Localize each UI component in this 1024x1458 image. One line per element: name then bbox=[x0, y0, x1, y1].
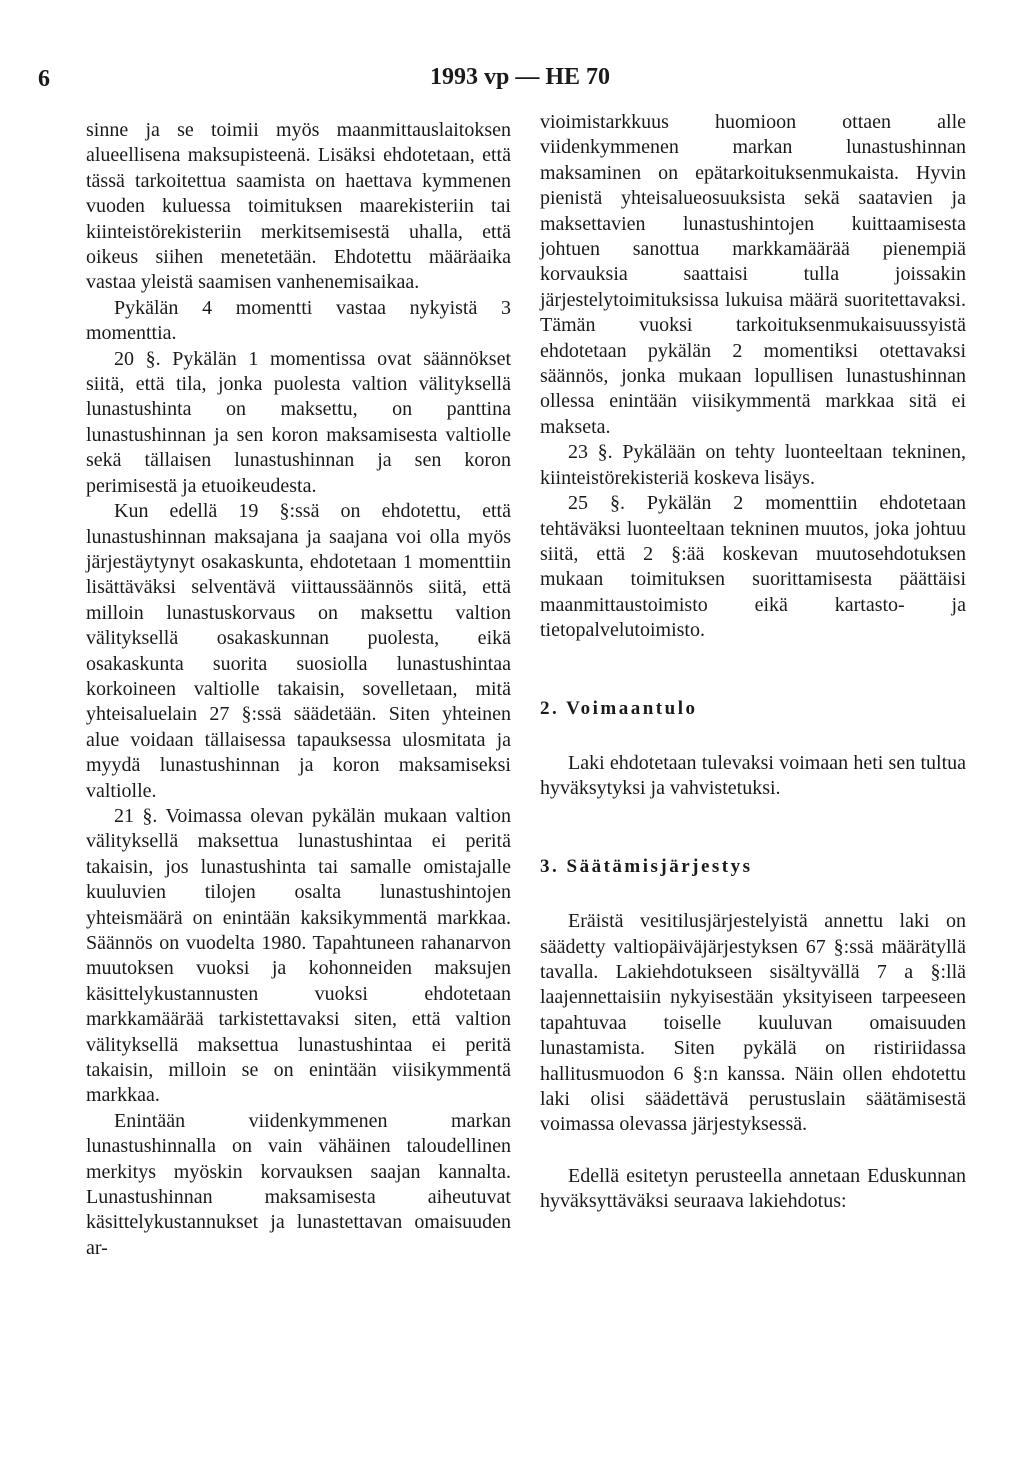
paragraph: Kun edellä 19 §:ssä on ehdotettu, että lunastushinnan maksajana ja saajana voi olla myös järjestäytynyt osakaskunta, ehdotetaan 1 momenttiin lisättäväksi selventävä viittaussäännös siitä, että milloin lunastuskorvaus on maksettu valtion välityksellä osakaskunnan puolesta, eikä osakaskunta suorita suosiolla lunastushintaa korkoineen valtiolle takaisin, sovelletaan, mitä yhteisaluelain 27 §:ssä säädetään. Siten yhteinen alue voidaan tällaisessa tapauksessa ulosmitata ja myydä lunastushinnan ja koron maksamiseksi valtiolle. bbox=[86, 500, 511, 802]
paragraph: sinne ja se toimii myös maanmittauslaitoksen alueellisena maksupisteenä. Lisäksi ehdotetaan, että tässä tarkoitettua saamista on haettava kymmenen vuoden kuluessa toimituksen maarekisteriin tai kiinteistörekisteriin merkitsemisestä uhalla, että oikeus siihen menetetään. Ehdotettu määräaika vastaa yleistä saamisen vanhenemisaikaa. bbox=[86, 119, 511, 294]
paragraph: Enintään viidenkymmenen markan lunastushinnalla on vain vähäinen taloudellinen merkitys myöskin korvauksen saajan kannalta. Lunastushinnan maksamisesta aiheutuvat käsittelykustannukset ja lunastettavan omaisuuden ar- bbox=[86, 1109, 511, 1259]
paragraph-gap bbox=[540, 1138, 966, 1164]
paragraph: Edellä esitetyn perusteella annetaan Eduskunnan hyväksyttäväksi seuraava lakiehdotus: bbox=[540, 1164, 966, 1213]
paragraph: vioimistarkkuus huomioon ottaen alle viidenkymmenen markan lunastushinnan maksaminen on epätarkoituksenmukaista. Hyvin pienistä yhteisalueosuuksista sekä saatavien ja maksettavien lunastushintojen kuittaamisesta johtuen sanottua markkamäärää pienempiä korvauksia saattaisi tulla joissakin järjestelytoimituksissa lukuisa määrä suoritettavaksi. Tämän vuoksi tarkoituksenmukaisuussyistä ehdotetaan pykälän 2 momentiksi otettavaksi säännös, jonka mukaan lopullisen lunastushinnan ollessa enintään viisikymmentä markkaa sitä ei makseta. bbox=[540, 111, 966, 438]
right-column bbox=[540, 110, 966, 1215]
page-number: 6 bbox=[38, 66, 50, 92]
paragraph: Pykälän 4 momentti vastaa nykyistä 3 momenttia. bbox=[86, 296, 511, 345]
section-heading-saatamisjarjestys: 3. Säätämisjärjestys bbox=[540, 855, 753, 877]
left-column bbox=[86, 118, 511, 1261]
paragraph: 21 §. Voimassa olevan pykälän mukaan valtion välityksellä maksettua lunastushintaa ei peritä takaisin, jos lunastushinta tai samalle omistajalle kuuluvien tilojen osalta lunastushintojen yhteismäärä on enintään kaksikymmentä markkaa. Säännös on vuodelta 1980. Tapahtuneen rahanarvon muutoksen vuoksi ja kohonneiden maksujen käsittelykustannusten vuoksi ehdotetaan markkamäärää tarkistettavaksi siten, että valtion välityksellä maksettua lunastushintaa ei peritä takaisin, milloin se on enintään viisikymmentä markkaa. bbox=[86, 804, 511, 1107]
paragraph: 20 §. Pykälän 1 momentissa ovat säännökset siitä, että tila, jonka puolesta valtion välityksellä lunastushinta on maksettu, on panttina lunastushinnan ja sen koron maksamisesta valtiolle sekä tällaisen lunastushinnan ja sen koron perimisestä ja etuoikeudesta. bbox=[86, 347, 511, 497]
paragraph: 25 §. Pykälän 2 momenttiin ehdotetaan tehtäväksi luonteeltaan tekninen muutos, joka johtuu siitä, että 2 §:ää koskevan muutosehdotuksen mukaan toimituksen suorittamisesta päättäisi maanmittaustoimisto eikä kartasto- ja tietopalvelutoimisto. bbox=[540, 492, 966, 642]
running-head: 1993 vp — HE 70 bbox=[429, 64, 611, 90]
section-heading-voimaantulo: 2. Voimaantulo bbox=[540, 697, 698, 719]
paragraph: 23 §. Pykälään on tehty luonteeltaan tekninen, kiinteistörekisteriä koskeva lisäys. bbox=[540, 441, 966, 489]
paragraph: Laki ehdotetaan tulevaksi voimaan heti sen tultua hyväksytyksi ja vahvistetuksi. bbox=[540, 751, 966, 800]
paragraph: Eräistä vesitilusjärjestelyistä annettu laki on säädetty valtiopäiväjärjestyksen 67 §:ssä määrätyllä tavalla. Lakiehdotukseen sisältyvällä 7 a §:llä laajennettaisiin nykyisestään yksityiseen tarpeeseen tapahtuvaa toiselle kuuluvan omaisuuden lunastamista. Siten pykälä on ristiriidassa hallitusmuodon 6 §:n kanssa. Näin ollen ehdotettu laki olisi säädettävä perustuslain säätämisestä voimassa olevassa järjestyksessä. bbox=[540, 910, 966, 1136]
